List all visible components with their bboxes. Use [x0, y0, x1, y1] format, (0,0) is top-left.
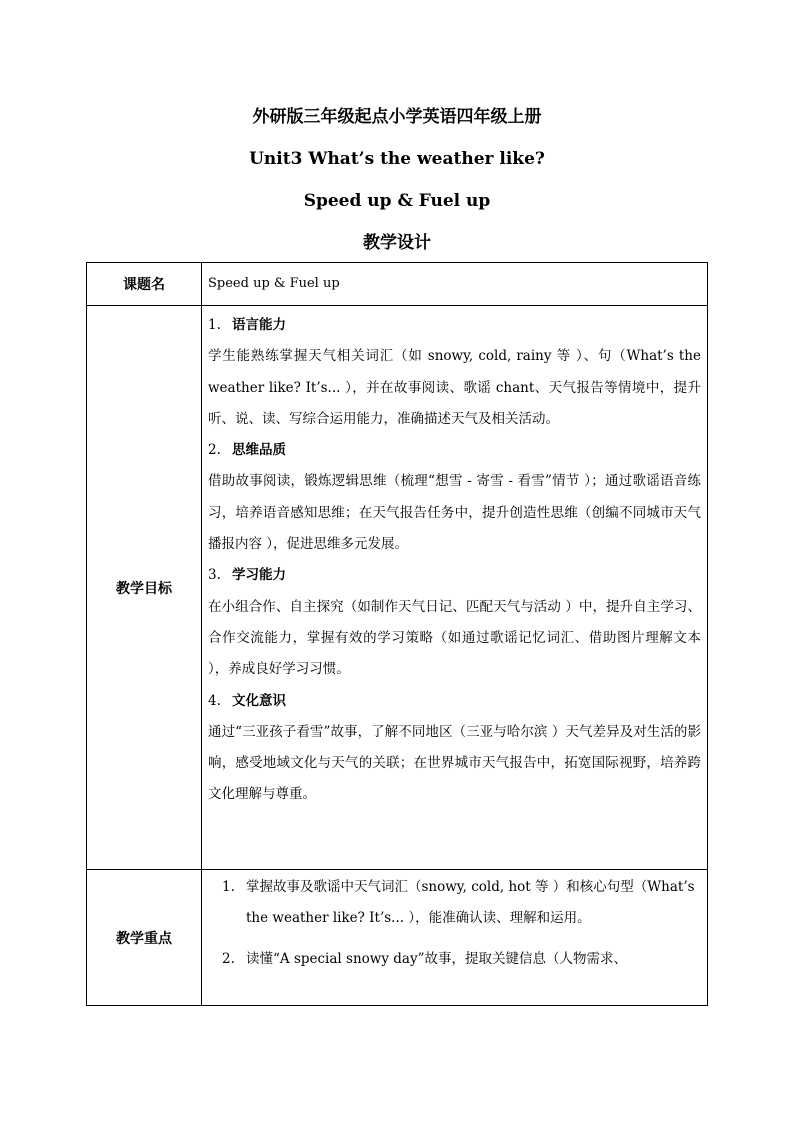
topic-label: 课题名 — [87, 263, 202, 306]
row-topic — [87, 263, 708, 306]
objective-text-4: 通过“三亚孩子看雪”故事，了解不同地区（三亚与哈尔滨 ）天气差异及对生活的影响，感受地域文化与天气的关联；在世界城市天气报告中，拓宽国际视野，培养跨文化理解与尊重。 — [208, 723, 701, 803]
objective-heading-3: 3. 学习能力 — [208, 567, 286, 584]
row-key-points — [87, 870, 708, 1006]
row-objectives — [87, 306, 708, 870]
key-point-item: 2. 读懂“A special snowy day”故事，提取关键信息（人物需求、 — [222, 950, 627, 967]
objective-text-3: 在小组合作、自主探究（如制作天气日记、匹配天气与活动 ）中，提升自主学习、合作交流能力，掌握有效的学习策略（如通过歌谣记忆词汇、借助图片理解文本 ），养成良好学习习惯。 — [208, 598, 701, 678]
document-titles — [0, 96, 794, 264]
lesson-plan-table — [86, 262, 708, 1006]
key-point-item: 1. 掌握故事及歌谣中天气词汇（snowy, cold, hot 等 ）和核心句型（What’s the weather like? It’s... ），能准确认读、理解和运用。 — [222, 879, 695, 927]
objective-heading-2: 2. 思维品质 — [208, 442, 286, 459]
objectives-cell — [202, 306, 708, 870]
topic-value-cell — [202, 263, 708, 306]
objective-heading-1: 1. 语言能力 — [208, 317, 286, 333]
key-points-cell — [202, 870, 708, 1006]
objectives-label: 教学目标 — [87, 306, 202, 870]
objective-heading-4: 4. 文化意识 — [208, 692, 286, 709]
topic-value: Speed up & Fuel up — [208, 276, 340, 291]
title-unit: Unit3 What’s the weather like? — [249, 149, 545, 169]
key-points-label: 教学重点 — [87, 870, 202, 1006]
title-textbook: 外研版三年级起点小学英语四年级上册 — [252, 107, 542, 127]
title-design: 教学设计 — [363, 233, 431, 253]
title-lesson: Speed up & Fuel up — [303, 191, 491, 211]
objective-text-2: 借助故事阅读，锻炼逻辑思维（梳理“想雪 - 寄雪 - 看雪”情节 ）；通过歌谣语音练习，培养语音感知思维；在天气报告任务中，提升创造性思维（创编不同城市天气播报内容 ），促进思维多元发展。 — [208, 473, 701, 553]
objective-text-1: 学生能熟练掌握天气相关词汇（如 snowy, cold, rainy 等 ）、句（What’s the weather like? It’s... ），并在故事阅读、歌谣 chant、天气报告等情境中，提升听、说、读、写综合运用能力，准确描述天气及相关活动。 — [208, 348, 701, 427]
